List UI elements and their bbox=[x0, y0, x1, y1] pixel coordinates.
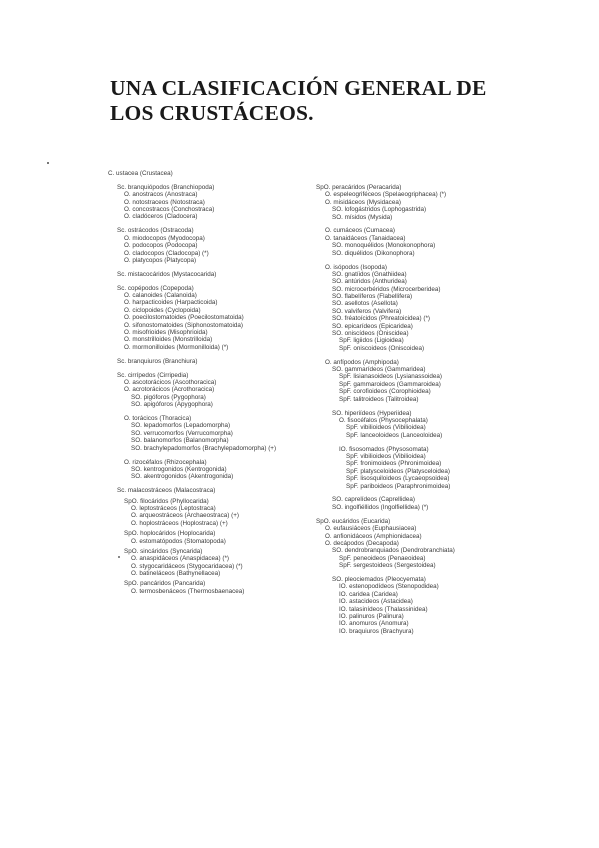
taxon-entry: O. platycopos (Platycopa) bbox=[124, 256, 197, 264]
taxon-entry: SpO. peracáridos (Peracarida) bbox=[316, 184, 402, 191]
taxon-entry: IO. palinuros (Palinura) bbox=[339, 612, 404, 620]
taxon-entry: O. calanoides (Calanoida) bbox=[124, 292, 197, 300]
taxon-entry: O. stygocaridáceos (Stygocaridacea) (*) bbox=[131, 562, 243, 570]
taxon-entry: SpF. platysceloideos (Platysceloidea) bbox=[346, 467, 450, 475]
taxon-entry: SpF. pariboideos (Paraphronimoidea) bbox=[346, 482, 451, 490]
taxon-entry: O. poecilostomatoides (Poecilostomatoida) bbox=[124, 314, 244, 322]
taxon-entry: Sc. cirrípedos (Cirripedia) bbox=[117, 371, 189, 379]
taxon-entry: Sc. copépodos (Copepoda) bbox=[117, 284, 194, 292]
taxon-entry: O. fisocéfalos (Physocephalata) bbox=[339, 416, 428, 424]
taxon-entry: O. mormonilloides (Mormonilloida) (*) bbox=[124, 343, 229, 351]
classification-column-right bbox=[316, 184, 516, 635]
title-line-2: LOS CRUSTÁCEOS. bbox=[110, 101, 314, 125]
taxon-entry: O. misofrioides (Misophrioida) bbox=[124, 329, 208, 337]
taxon-entry: O. misidáceos (Mysidacea) bbox=[325, 198, 401, 206]
taxon-entry: O. miodocopos (Myodocopa) bbox=[124, 234, 205, 242]
taxon-entry: IO. caridea (Caridea) bbox=[339, 590, 398, 598]
taxon-entry: SpO. eucáridos (Eucarida) bbox=[316, 517, 391, 525]
taxon-entry: IO. astacideos (Astacidea) bbox=[339, 598, 413, 606]
taxon-entry: SO. ingolfiéllidos (Ingolfiellidea) (*) bbox=[332, 503, 429, 511]
taxon-entry: SO. apigóforos (Apygophora) bbox=[131, 401, 213, 409]
classification-column-left bbox=[108, 170, 313, 595]
taxon-entry: SpO. filocáridos (Phyllocarida) bbox=[124, 497, 209, 505]
taxon-entry: SO. epicarídeos (Epicaridea) bbox=[332, 322, 413, 330]
taxon-entry: IO. fisosomados (Physosomata) bbox=[339, 445, 429, 453]
taxon-entry: SO. diquélidos (Dikonophora) bbox=[332, 249, 415, 257]
taxon-entry: SO. lofogástridos (Lophogastrida) bbox=[332, 206, 427, 214]
taxon-entry: O. leptostráceos (Leptostraca) bbox=[131, 504, 216, 512]
taxon-entry: SO. dendrobranquiados (Dendrobranchiata) bbox=[332, 547, 455, 555]
taxon-entry: SO. akentrogonidos (Akentrogonida) bbox=[131, 473, 234, 481]
taxon-entry: SO. antúridos (Anthuridea) bbox=[332, 278, 407, 286]
taxon-entry: SO. pleociemados (Pleocyemata) bbox=[332, 575, 426, 583]
taxon-entry: SO. oniscídeos (Oniscidea) bbox=[332, 330, 409, 338]
taxon-entry: SO. lepadomorfos (Lepadomorpha) bbox=[131, 422, 231, 430]
taxon-entry: O. cladocopos (Cladocopa) (*) bbox=[124, 249, 209, 257]
taxon-entry: IO. estenopodídeos (Stenopodidea) bbox=[339, 583, 439, 591]
document-title bbox=[110, 76, 530, 126]
taxon-entry: O. notostraceos (Notostraca) bbox=[124, 198, 205, 206]
taxon-entry: SpF. lisianasoideos (Lysianassoidea) bbox=[339, 373, 443, 381]
taxon-entry: O. eufausiáceos (Euphausiacea) bbox=[325, 525, 417, 533]
taxon-entry: SO. microcerbéridos (Microcerberidea) bbox=[332, 285, 441, 293]
taxon-entry: O. termosbenáceos (Thermosbaenacea) bbox=[131, 587, 245, 595]
taxon-entry: C. ustacea (Crustacea) bbox=[108, 170, 173, 177]
taxon-entry: SpF. oniscoideos (Oniscoidea) bbox=[339, 344, 425, 352]
taxon-entry: O. decápodos (Decapoda) bbox=[325, 539, 399, 547]
taxon-entry: O. harpacticoides (Harpacticoida) bbox=[124, 299, 218, 307]
taxon-entry: O. cladóceros (Cladocera) bbox=[124, 213, 198, 221]
taxon-entry: SO. kentrogonidos (Kentrogonida) bbox=[131, 465, 227, 473]
taxon-entry: O. torácicos (Thoracica) bbox=[124, 415, 192, 423]
taxon-entry: O. monstrilloides (Monstrilloida) bbox=[124, 336, 213, 344]
taxon-entry: SpF. talitroideos (Talitroidea) bbox=[339, 395, 419, 403]
taxon-entry: SpO. pancáridos (Pancarida) bbox=[124, 580, 206, 588]
taxon-entry: O. concostracos (Conchostraca) bbox=[124, 206, 215, 214]
taxon-entry: SpO. sincáridos (Syncarida) bbox=[124, 547, 203, 555]
taxon-entry: O. anfionidáceos (Amphionidacea) bbox=[325, 532, 422, 540]
taxon-entry: O. espeleogriféceos (Spelaeogriphacea) (*) bbox=[325, 191, 447, 199]
taxon-entry: Sc. branquiuros (Branchiura) bbox=[117, 357, 198, 365]
taxon-entry: O. rizocéfalos (Rhizocephala) bbox=[124, 458, 207, 466]
taxon-entry: Sc. malacostráceos (Malacostraca) bbox=[117, 487, 216, 495]
title-line-1: UNA CLASIFICACIÓN GENERAL DE bbox=[110, 76, 487, 100]
taxon-entry: O. estomatópodos (Stomatopoda) bbox=[131, 537, 226, 545]
taxon-entry: SO. balanomorfos (Balanomorpha) bbox=[131, 437, 229, 445]
taxon-entry: Sc. ostrácodos (Ostracoda) bbox=[117, 227, 194, 235]
taxon-entry: SpF. peneoideos (Penaeoidea) bbox=[339, 554, 426, 562]
taxon-entry: O. isópodos (Isopoda) bbox=[325, 263, 387, 271]
taxon-entry: SpF. lisosquiloideos (Lycaeopsoidea) bbox=[346, 475, 450, 483]
taxon-entry: SO. brachylepadomorfos (Brachylepadomorpha) (+) bbox=[131, 444, 277, 452]
taxon-entry: SO. caprelídeos (Caprellidea) bbox=[332, 496, 415, 504]
taxon-entry: O. ciclopoides (Cyclopoida) bbox=[124, 306, 201, 314]
taxon-entry: O. acrotorácicos (Acrothoracica) bbox=[124, 386, 215, 394]
taxon-entry: O. sifonostomatoides (Siphonostomatoida) bbox=[124, 321, 244, 329]
taxon-entry: O. arqueostráceos (Archaeostraca) (+) bbox=[131, 512, 239, 520]
taxon-entry: SO. flabelíferos (Flabellifera) bbox=[332, 293, 413, 301]
taxon-entry: SpF. gammaroideos (Gammaroidea) bbox=[339, 380, 441, 388]
taxon-entry: SO. mísidos (Mysida) bbox=[332, 213, 393, 221]
taxon-entry: O. hoplostráceos (Hoplostraca) (+) bbox=[131, 519, 228, 527]
taxon-entry: SO. gammarídeos (Gammaridea) bbox=[332, 366, 426, 374]
margin-mark bbox=[47, 162, 49, 164]
taxon-entry: SpF. fronimoideos (Phronimoidea) bbox=[346, 460, 442, 468]
taxon-entry: O. batineláceos (Bathynellacea) bbox=[131, 570, 221, 578]
taxon-entry: SpF. vibilioideos (Vibilioidea) bbox=[346, 424, 426, 432]
taxon-entry: SO. asellotos (Asellota) bbox=[332, 300, 398, 308]
taxon-entry: SO. gnatíidos (Gnathiidea) bbox=[332, 270, 407, 278]
taxon-entry: SpO. hoplocáridos (Hoplocarida) bbox=[124, 530, 216, 538]
taxon-entry: SO. monoquélidos (Monokonophora) bbox=[332, 242, 436, 250]
taxon-entry: SpF. corofioideos (Corophioidea) bbox=[339, 388, 431, 396]
taxon-entry: SpF. sergestoideos (Sergestoidea) bbox=[339, 562, 436, 570]
taxon-entry: SO. pigóforos (Pygophora) bbox=[131, 393, 206, 401]
taxon-entry: IO. anomuros (Anomura) bbox=[339, 620, 409, 628]
taxon-entry: IO. talasinídeos (Thalassinidea) bbox=[339, 605, 428, 613]
taxon-entry: SpF. ligiidos (Ligioidea) bbox=[339, 337, 404, 345]
taxon-entry: O. tanaidáceos (Tanaidacea) bbox=[325, 234, 406, 242]
taxon-entry: O. ascotorácicos (Ascothoracica) bbox=[124, 378, 217, 386]
taxon-entry: IO. braquiuros (Brachyura) bbox=[339, 627, 414, 635]
taxon-entry: O. cumáceos (Cumacea) bbox=[325, 227, 395, 235]
taxon-entry: O. podocopos (Podocopa) bbox=[124, 242, 198, 250]
taxon-entry: Sc. mistacocáridos (Mystacocarida) bbox=[117, 270, 217, 278]
taxon-entry: SO. hiperiídeos (Hyperiidea) bbox=[332, 409, 412, 417]
taxon-entry: SO. fréatoícidos (Phreatoicidea) (*) bbox=[332, 315, 430, 323]
taxon-entry: O. anostracos (Anostraca) bbox=[124, 191, 198, 199]
taxon-entry: Sc. branquiópodos (Branchiopoda) bbox=[117, 183, 215, 191]
taxon-entry: SpF. vibilioideos (Vibilioidea) bbox=[346, 453, 426, 460]
taxon-entry: O. anfípodos (Amphipoda) bbox=[325, 358, 399, 366]
taxon-entry: O. anaspidáceos (Anaspidacea) (*) bbox=[131, 555, 230, 563]
taxon-entry: SO. valviferos (Valvifera) bbox=[332, 307, 402, 315]
taxon-entry: SO. verrucomorfos (Verrucomorpha) bbox=[131, 429, 233, 437]
taxon-entry: SpF. lanceoloideos (Lanceoloidea) bbox=[346, 431, 443, 439]
